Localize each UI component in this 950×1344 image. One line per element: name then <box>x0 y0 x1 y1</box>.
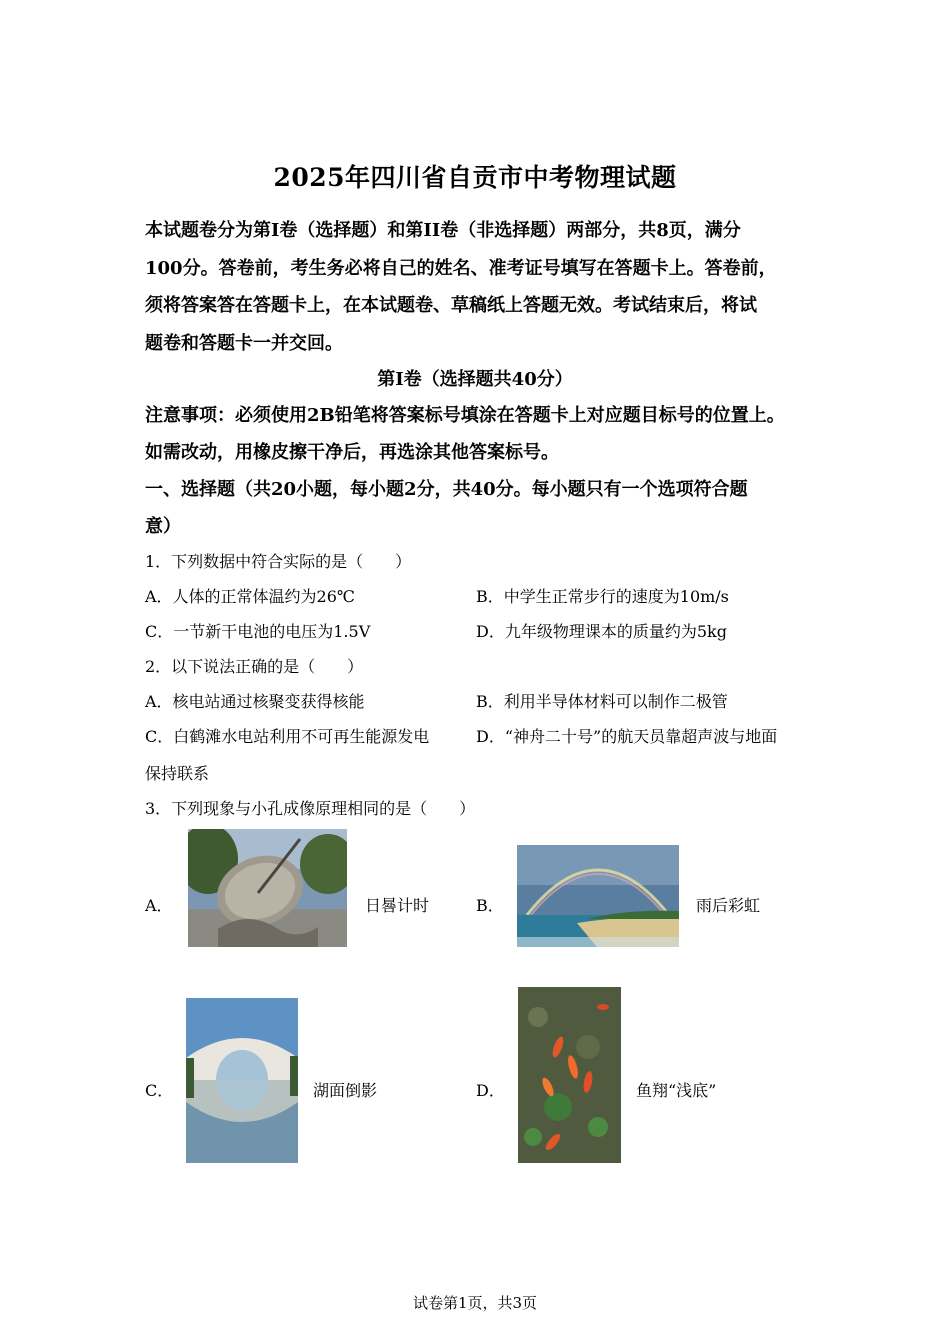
bridge-reflection-photo <box>186 998 298 1163</box>
question-2-option-d: D．“神舟二十号”的航天员靠超声波与地面 <box>476 727 778 746</box>
question-3-option-b-letter: B． <box>476 896 504 915</box>
sundial-photo <box>188 829 347 947</box>
intro-line-4: 题卷和答题卡一并交回。 <box>145 333 343 354</box>
rainbow-photo <box>517 845 679 947</box>
question-2-option-b: B．利用半导体材料可以制作二极管 <box>476 692 728 711</box>
part-heading: 第I卷（选择题共40分） <box>377 369 573 390</box>
intro-line-1: 本试题卷分为第I卷（选择题）和第II卷（非选择题）两部分，共8页，满分 <box>145 220 741 241</box>
question-3-stem: 3．下列现象与小孔成像原理相同的是（ ） <box>145 799 476 818</box>
question-2-option-d-continuation: 保持联系 <box>145 764 210 783</box>
intro-line-3: 须将答案答在答题卡上，在本试题卷、草稿纸上答题无效。考试结束后，将试 <box>145 295 757 316</box>
question-1-option-b: B．中学生正常步行的速度为10m/s <box>476 587 729 606</box>
question-3-option-b-caption: 雨后彩虹 <box>696 896 761 915</box>
question-1-option-c: C．一节新干电池的电压为1.5V <box>145 622 371 641</box>
question-1-option-a: A．人体的正常体温约为26℃ <box>145 587 355 606</box>
question-2-option-c: C．白鹤滩水电站利用不可再生能源发电 <box>145 727 430 746</box>
question-2-stem: 2．以下说法正确的是（ ） <box>145 657 364 676</box>
question-3-option-a-letter: A． <box>145 896 173 915</box>
notice-line-2: 如需改动，用橡皮擦干净后，再选涂其他答案标号。 <box>145 442 559 463</box>
question-3-option-c-caption: 湖面倒影 <box>313 1081 378 1100</box>
koi-pond-photo <box>518 987 621 1163</box>
section-heading-line-2: 意） <box>145 516 181 537</box>
page-title: 2025年四川省自贡市中考物理试题 <box>273 163 677 192</box>
intro-line-2: 100分。答卷前，考生务必将自己的姓名、准考证号填写在答题卡上。答卷前， <box>145 258 777 279</box>
notice-line-1: 注意事项：必须使用2B铅笔将答案标号填涂在答题卡上对应题目标号的位置上。 <box>145 405 785 426</box>
question-3-option-d-letter: D． <box>476 1081 505 1100</box>
question-3-option-a-caption: 日晷计时 <box>365 896 430 915</box>
question-3-option-c-letter: C． <box>145 1081 174 1100</box>
page-footer: 试卷第1页，共3页 <box>412 1294 538 1312</box>
question-2-option-a: A．核电站通过核聚变获得核能 <box>145 692 365 711</box>
section-heading-line-1: 一、选择题（共20小题，每小题2分，共40分。每小题只有一个选项符合题 <box>145 479 748 500</box>
question-1-stem: 1．下列数据中符合实际的是（ ） <box>145 552 412 571</box>
question-3-option-d-caption: 鱼翔“浅底” <box>636 1081 717 1100</box>
question-1-option-d: D．九年级物理课本的质量约为5kg <box>476 622 727 641</box>
